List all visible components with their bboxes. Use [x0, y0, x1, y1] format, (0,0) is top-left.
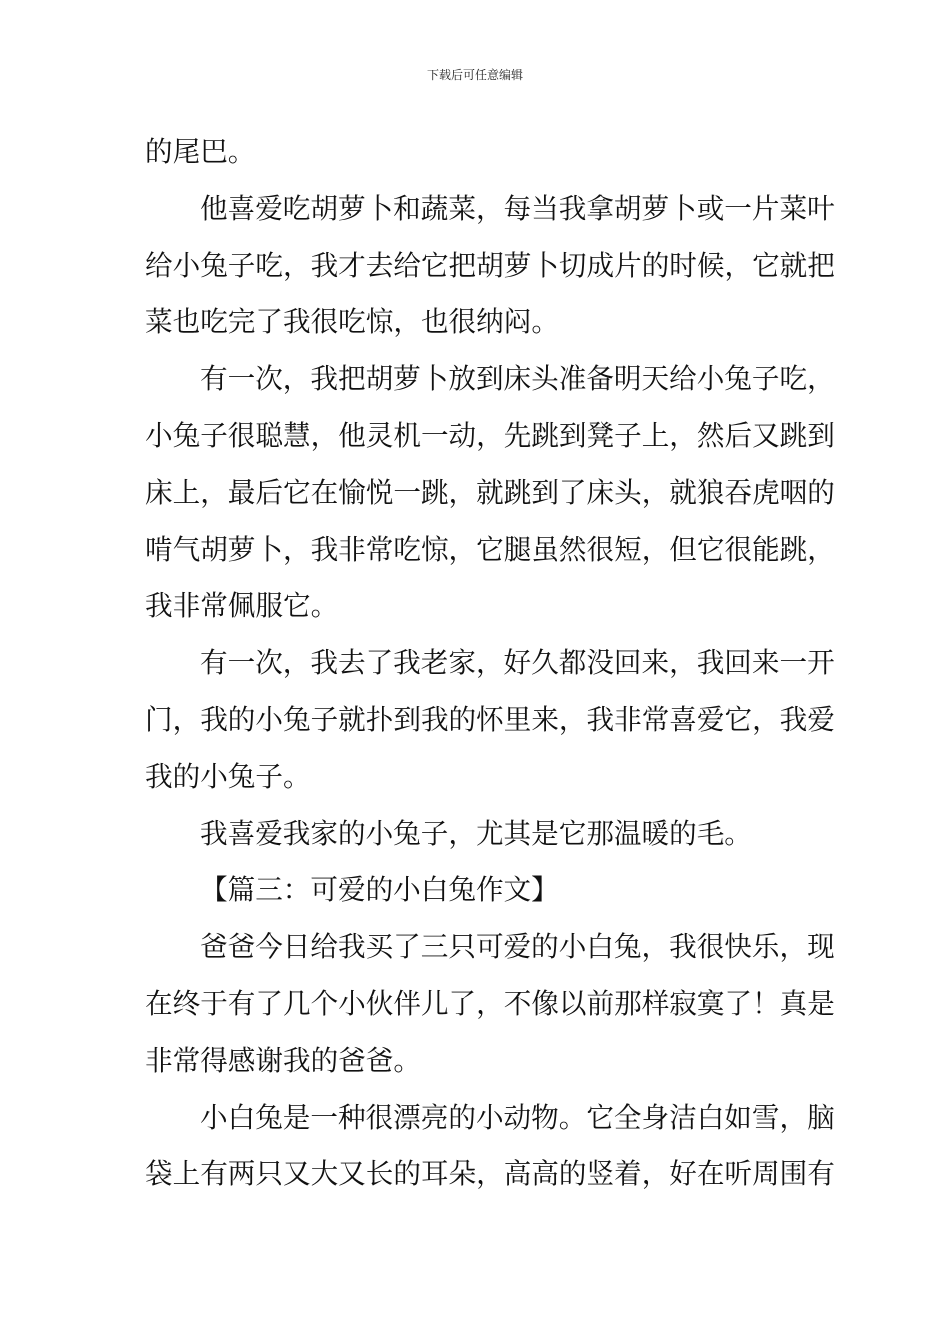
text-line: 床上，最后它在愉悦一跳，就跳到了床头，就狼吞虎咽的 [145, 475, 835, 509]
text-line: 给小兔子吃，我才去给它把胡萝卜切成片的时候，它就把 [145, 248, 835, 282]
text-line: 小兔子很聪慧，他灵机一动，先跳到凳子上，然后又跳到 [145, 418, 835, 452]
text-line: 小白兔是一种很漂亮的小动物。它全身洁白如雪，脑 [200, 1100, 835, 1134]
text-line: 我的小兔子。 [145, 759, 311, 793]
text-line: 有一次，我把胡萝卜放到床头准备明天给小兔子吃， [200, 362, 835, 396]
text-line: 袋上有两只又大又长的耳朵，高高的竖着，好在听周围有 [145, 1157, 835, 1191]
text-line: 爸爸今日给我买了三只可爱的小白兔，我很快乐，现 [200, 930, 835, 964]
section-heading: 【篇三：可爱的小白兔作文】 [200, 873, 559, 907]
text-line: 啃气胡萝卜，我非常吃惊，它腿虽然很短，但它很能跳， [145, 532, 835, 566]
page-header: 下载后可任意编辑 [426, 68, 523, 82]
text-line: 门，我的小兔子就扑到我的怀里来，我非常喜爱它，我爱 [145, 702, 835, 736]
text-line: 非常得感谢我的爸爸。 [145, 1043, 421, 1077]
text-line: 有一次，我去了我老家，好久都没回来，我回来一开 [200, 646, 835, 680]
text-line: 菜也吃完了我很吃惊，也很纳闷。 [145, 305, 559, 339]
text-line: 我非常佩服它。 [145, 589, 339, 623]
document-body [145, 124, 835, 1203]
text-line: 我喜爱我家的小兔子，尤其是它那温暖的毛。 [200, 816, 752, 850]
text-line: 的尾巴。 [145, 135, 256, 168]
text-line: 他喜爱吃胡萝卜和蔬菜，每当我拿胡萝卜或一片菜叶 [200, 191, 835, 225]
text-line: 在终于有了几个小伙伴儿了，不像以前那样寂寞了！真是 [145, 986, 835, 1020]
